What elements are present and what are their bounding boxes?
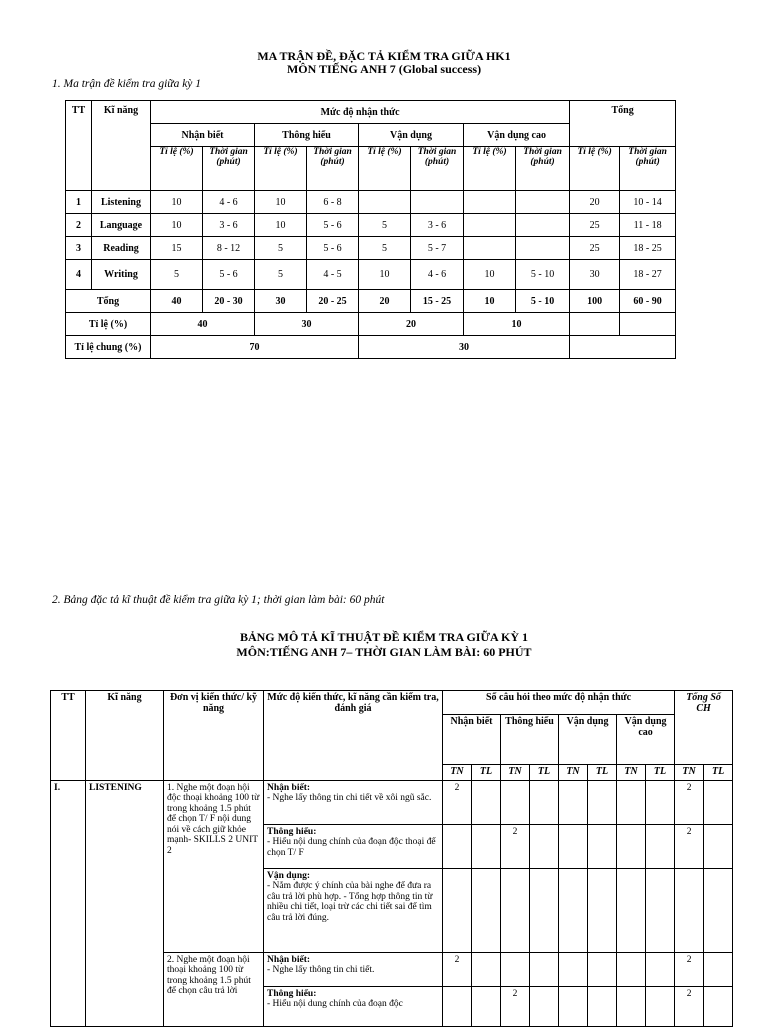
cell xyxy=(359,191,411,214)
cell xyxy=(646,952,675,986)
row-skill: Writing xyxy=(92,260,151,290)
cell xyxy=(530,824,559,868)
cell xyxy=(620,313,676,336)
total-label: Tổng xyxy=(66,290,151,313)
cell: 15 xyxy=(151,237,203,260)
cell xyxy=(501,780,530,824)
cell xyxy=(472,824,501,868)
level-head: Thông hiểu: xyxy=(267,988,317,999)
row-tt: 4 xyxy=(66,260,92,290)
spec-header-tl: TL xyxy=(588,765,617,781)
cell xyxy=(472,952,501,986)
cell xyxy=(617,824,646,868)
spec-title-line2: MÔN:TIẾNG ANH 7– THỜI GIAN LÀM BÀI: 60 PHÚT xyxy=(236,645,532,659)
cell xyxy=(516,237,570,260)
header-pct: Tỉ lệ (%) xyxy=(255,147,307,191)
spec-header-unit: Đơn vị kiến thức/ kỹ năng xyxy=(164,691,264,781)
table-row xyxy=(66,260,676,290)
cell xyxy=(443,986,472,1026)
cell: 5 xyxy=(359,237,411,260)
cell: 2 xyxy=(443,952,472,986)
level-desc xyxy=(264,986,443,1026)
cell: 10 xyxy=(151,214,203,237)
spec-table xyxy=(50,690,733,1027)
cell: 10 xyxy=(464,260,516,290)
cell: 8 - 12 xyxy=(203,237,255,260)
cell: 40 xyxy=(151,313,255,336)
cell xyxy=(617,952,646,986)
cell: 2 xyxy=(675,986,704,1026)
table-row xyxy=(51,780,733,824)
doc-title-line2: MÔN TIẾNG ANH 7 (Global success) xyxy=(286,62,482,76)
spec-header-tl: TL xyxy=(472,765,501,781)
common-label: Tỉ lệ chung (%) xyxy=(66,336,151,359)
cell: 20 xyxy=(570,191,620,214)
cell xyxy=(617,986,646,1026)
cell xyxy=(443,868,472,952)
cell xyxy=(646,780,675,824)
section1-caption: 1. Ma trận đề kiểm tra giữa kỳ 1 xyxy=(52,78,202,90)
spec-header-tt: TT xyxy=(51,691,86,781)
level-desc xyxy=(264,824,443,868)
cell: 5 xyxy=(255,260,307,290)
header-l1: Nhận biết xyxy=(151,124,255,147)
cell xyxy=(559,824,588,868)
cell: 4 - 5 xyxy=(307,260,359,290)
level-text: - Hiểu nội dung chính của đoạn độc xyxy=(267,999,403,1009)
cell: 25 xyxy=(570,214,620,237)
level-text: - Nghe lấy thông tin chi tiết. xyxy=(267,965,375,975)
table-row xyxy=(66,191,676,214)
cell xyxy=(588,824,617,868)
cell xyxy=(559,952,588,986)
cell xyxy=(588,986,617,1026)
header-total: Tổng xyxy=(570,101,676,147)
cell xyxy=(588,952,617,986)
cell: 20 xyxy=(359,290,411,313)
cell: 15 - 25 xyxy=(411,290,464,313)
cell xyxy=(530,780,559,824)
spec-header-l3: Vận dụng xyxy=(559,715,617,765)
cell: 10 - 14 xyxy=(620,191,676,214)
spec-header-level: Mức độ kiến thức, kĩ năng cần kiểm tra, đánh giá xyxy=(264,691,443,781)
cell: 30 xyxy=(255,313,359,336)
spec-header-tl: TL xyxy=(530,765,559,781)
spec-title-line1: BẢNG MÔ TẢ KĨ THUẬT ĐỀ KIỂM TRA GIỮA KỲ 1 xyxy=(239,630,529,644)
cell xyxy=(588,868,617,952)
cell: 25 xyxy=(570,237,620,260)
cell: 5 - 7 xyxy=(411,237,464,260)
spec-header-tl: TL xyxy=(704,765,733,781)
cell xyxy=(570,336,676,359)
cell: 5 - 6 xyxy=(307,237,359,260)
doc-title-line1: MA TRẬN ĐỀ, ĐẶC TẢ KIỂM TRA GIỮA HK1 xyxy=(257,49,511,63)
header-skill: Kĩ năng xyxy=(92,101,151,191)
cell xyxy=(646,986,675,1026)
table-row xyxy=(66,237,676,260)
cell xyxy=(559,780,588,824)
spec-header-skill: Kĩ năng xyxy=(86,691,164,781)
cell xyxy=(530,868,559,952)
spec-header-count: Số câu hỏi theo mức độ nhận thức xyxy=(443,691,675,715)
cell: 5 - 10 xyxy=(516,290,570,313)
spec-header-tn: TN xyxy=(443,765,472,781)
header-time: Thời gian (phút) xyxy=(411,147,464,191)
unit-2: 2. Nghe một đoạn hội thoại khoảng 100 từ trong khoảng 1.5 phút để chọn câu trả lời xyxy=(164,952,264,1026)
cell: 10 xyxy=(464,290,516,313)
spec-header-total: Tổng Số CH xyxy=(675,691,733,765)
cell: 20 - 25 xyxy=(307,290,359,313)
section2-caption: 2. Bảng đặc tả kĩ thuật đề kiểm tra giữa kỳ 1; thời gian làm bài: 60 phút xyxy=(52,594,385,606)
cell: 10 xyxy=(151,191,203,214)
level-text: - Hiểu nội dung chính của đoạn độc thoại để chọn T/ F xyxy=(267,837,436,858)
spec-header-tn: TN xyxy=(501,765,530,781)
cell: 30 xyxy=(255,290,307,313)
cell xyxy=(530,986,559,1026)
header-tt: TT xyxy=(66,101,92,191)
level-head: Nhận biết: xyxy=(267,782,311,793)
cell: 11 - 18 xyxy=(620,214,676,237)
cell: 3 - 6 xyxy=(203,214,255,237)
row-tt: 3 xyxy=(66,237,92,260)
cell: 30 xyxy=(570,260,620,290)
cell: 10 xyxy=(255,191,307,214)
cell xyxy=(501,868,530,952)
level-desc xyxy=(264,952,443,986)
header-time: Thời gian (phút) xyxy=(203,147,255,191)
cell: 10 xyxy=(255,214,307,237)
cell xyxy=(704,868,733,952)
cell xyxy=(646,868,675,952)
cell: 5 - 10 xyxy=(516,260,570,290)
cell xyxy=(472,780,501,824)
cell xyxy=(472,868,501,952)
cell: 18 - 25 xyxy=(620,237,676,260)
header-time: Thời gian (phút) xyxy=(516,147,570,191)
table-row xyxy=(66,214,676,237)
level-desc xyxy=(264,780,443,824)
cell xyxy=(530,952,559,986)
cell: 20 - 30 xyxy=(203,290,255,313)
spec-header-l4: Vận dụng cao xyxy=(617,715,675,765)
cell: 5 - 6 xyxy=(307,214,359,237)
cell xyxy=(570,313,620,336)
cell: 2 xyxy=(675,780,704,824)
cell: 5 xyxy=(255,237,307,260)
spec-header-tn: TN xyxy=(675,765,704,781)
cell: 18 - 27 xyxy=(620,260,676,290)
common-row xyxy=(66,336,676,359)
cell: 5 - 6 xyxy=(203,260,255,290)
cell xyxy=(464,191,516,214)
cell xyxy=(472,986,501,1026)
spec-header-l2: Thông hiểu xyxy=(501,715,559,765)
header-pct: Tỉ lệ (%) xyxy=(464,147,516,191)
cell xyxy=(464,214,516,237)
cell: 20 xyxy=(359,313,464,336)
level-text: - Nắm được ý chính của bài nghe để đưa ra câu trả lời phù hợp. - Tổng hợp thông tin từ nhiều chi tiết, loại trừ các chi tiết sai để tìm câu trả lời đúng. xyxy=(267,881,433,923)
cell xyxy=(646,824,675,868)
cell: 70 xyxy=(151,336,359,359)
cell: 10 xyxy=(359,260,411,290)
spec-header-tl: TL xyxy=(646,765,675,781)
header-time: Thời gian (phút) xyxy=(620,147,676,191)
row-skill: Reading xyxy=(92,237,151,260)
cell: 2 xyxy=(501,986,530,1026)
cell xyxy=(588,780,617,824)
header-pct: Tỉ lệ (%) xyxy=(570,147,620,191)
cell: 2 xyxy=(675,824,704,868)
header-time: Thời gian (phút) xyxy=(307,147,359,191)
row-tt: 1 xyxy=(66,191,92,214)
cell xyxy=(559,868,588,952)
header-pct: Tỉ lệ (%) xyxy=(151,147,203,191)
row-skill: Listening xyxy=(92,191,151,214)
header-level: Mức độ nhận thức xyxy=(151,101,570,124)
cell: 60 - 90 xyxy=(620,290,676,313)
row-tt: 2 xyxy=(66,214,92,237)
level-head: Vận dụng: xyxy=(267,870,311,881)
header-pct: Tỉ lệ (%) xyxy=(359,147,411,191)
level-text: - Nghe lấy thông tin chi tiết về xôi ngũ sắc. xyxy=(267,793,432,803)
cell xyxy=(704,824,733,868)
header-l3: Vận dụng xyxy=(359,124,464,147)
cell: 10 xyxy=(464,313,570,336)
cell xyxy=(411,191,464,214)
section-skill: LISTENING xyxy=(86,780,164,1026)
cell: 3 - 6 xyxy=(411,214,464,237)
spec-header-tn: TN xyxy=(617,765,646,781)
cell xyxy=(464,237,516,260)
cell xyxy=(559,986,588,1026)
level-head: Thông hiểu: xyxy=(267,826,317,837)
row-skill: Language xyxy=(92,214,151,237)
cell: 30 xyxy=(359,336,570,359)
cell xyxy=(704,986,733,1026)
cell xyxy=(617,780,646,824)
header-l4: Vận dụng cao xyxy=(464,124,570,147)
cell: 2 xyxy=(675,952,704,986)
cell: 100 xyxy=(570,290,620,313)
cell xyxy=(516,191,570,214)
section-no: I. xyxy=(51,780,86,1026)
cell: 6 - 8 xyxy=(307,191,359,214)
level-head: Nhận biết: xyxy=(267,954,311,965)
ratio-row xyxy=(66,313,676,336)
cell: 2 xyxy=(501,824,530,868)
cell xyxy=(501,952,530,986)
cell: 4 - 6 xyxy=(411,260,464,290)
cell: 5 xyxy=(359,214,411,237)
cell xyxy=(704,780,733,824)
cell: 5 xyxy=(151,260,203,290)
level-desc xyxy=(264,868,443,952)
matrix-table xyxy=(65,100,676,359)
cell xyxy=(443,824,472,868)
spec-header-l1: Nhận biết xyxy=(443,715,501,765)
cell: 2 xyxy=(443,780,472,824)
cell xyxy=(704,952,733,986)
cell xyxy=(675,868,704,952)
ratio-label: Tỉ lệ (%) xyxy=(66,313,151,336)
unit-1: 1. Nghe một đoạn hội độc thoại khoảng 100 từ trong khoảng 1.5 phút để chọn T/ F nội dung nói về cách giữ khỏe mạnh- SKILLS 2 UNIT 2 xyxy=(164,780,264,952)
cell: 40 xyxy=(151,290,203,313)
cell xyxy=(617,868,646,952)
cell xyxy=(516,214,570,237)
spec-header-tn: TN xyxy=(559,765,588,781)
header-l2: Thông hiểu xyxy=(255,124,359,147)
cell: 4 - 6 xyxy=(203,191,255,214)
total-row xyxy=(66,290,676,313)
